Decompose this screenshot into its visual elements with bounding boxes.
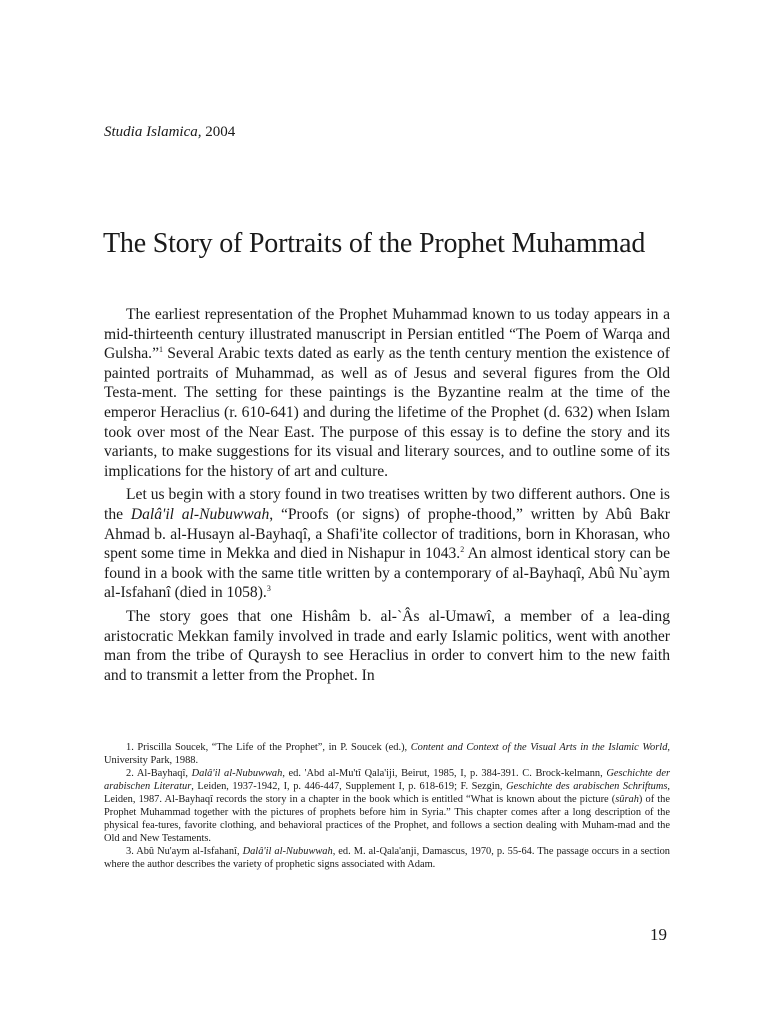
footnote-3 — [104, 845, 670, 871]
journal-header — [104, 124, 235, 141]
article-body — [104, 305, 670, 689]
footnote-2-italic-1: Dalâ'il al-Nubuwwah — [191, 768, 283, 779]
paragraph-2 — [104, 485, 670, 603]
paragraph-2-text-a: Let us begin with a story found in two treatises written by two different authors. One is the — [104, 486, 670, 523]
article-title: The Story of Portraits of the Prophet Muhammad — [103, 228, 646, 259]
footnote-3-text-a: 3. Abû Nu'aym al-Isfahanî, — [126, 846, 243, 857]
footnotes — [104, 741, 670, 871]
footnote-3-italic: Dalâ'il al-Nubuwwah — [242, 846, 333, 857]
footnote-1-text-b: , University Park, 1988. — [104, 742, 670, 766]
footnote-1 — [104, 741, 670, 767]
footnote-1-text-a: 1. Priscilla Soucek, “The Life of the Prophet”, in P. Soucek (ed.), — [126, 742, 411, 753]
footnote-2-text-a: 2. Al-Bayhaqî, — [126, 768, 192, 779]
footnote-2-italic-2: Geschichte der arabischen Literatur — [104, 768, 670, 792]
footnote-2-text-b: , ed. 'Abd al-Mu'tî Qala'iji, Beirut, 1985, I, p. 384-391. C. Brock-kelmann, — [282, 768, 607, 779]
footnote-ref-1: 1 — [159, 345, 163, 354]
paragraph-2-text-b: , “Proofs (or signs) of prophe-thood,” written by Abû Bakr Ahmad b. al-Husayn al-Bayhaqî, a Shafi'ite collector of traditions, born in Khorasan, who spent some time in Mekka and died in Nishapur in 1043. — [104, 505, 670, 563]
page-number: 19 — [650, 925, 667, 944]
footnote-2 — [104, 767, 670, 845]
footnote-2-text-d: , Leiden, 1987. Al-Bayhaqî records the story in a chapter in the book which is entitled “What is known about the picture ( — [104, 781, 670, 805]
footnote-3-text-b: , ed. M. al-Qala'anji, Damascus, 1970, p. 55-64. The passage occurs in a section where the author describes the variety of prophetic signs associated with Adam. — [104, 846, 670, 870]
footnote-2-italic-4: sûrah — [615, 794, 639, 805]
footnote-2-text-e: ) of the Prophet Muhammad together with the pictures of prophets before him in Syria.” This chapter comes after a long description of the physical fea-tures, favorite clothing, and behavioral practices of the Prophet, and follows a section dealing with Muham-mad and the Old and New Testaments. — [104, 794, 670, 844]
footnote-2-text-c: , Leiden, 1937-1942, I, p. 446-447, Supplement I, p. 618-619; F. Sezgin, — [191, 781, 507, 792]
footnote-ref-3: 3 — [266, 584, 271, 594]
footnote-2-italic-3: Geschichte des arabischen Schriftums — [506, 781, 668, 792]
journal-year: 2004 — [205, 124, 236, 140]
paragraph-3 — [104, 607, 670, 685]
footnote-1-italic: Content and Context of the Visual Arts in the Islamic World — [410, 742, 668, 753]
book-title-italic: Dalâ'il al-Nubuwwah — [130, 505, 270, 523]
paragraph-3-text: The story goes that one Hishâm b. al-`Âs al-Umawî, a member of a lea-ding aristocratic Mekkan family involved in trade and early Islamic politics, went with another man from the tribe of Quraysh to see Heraclius in order to convert him to the new faith and to transmit a letter from the Prophet. In — [104, 607, 670, 684]
paragraph-2-text-c: An almost identical story can be found in a book with the same title written by a contemporary of al-Bayhaqî, Abû Nu`aym al-Isfahanî (died in 1058). — [104, 545, 670, 602]
footnote-ref-2: 2 — [460, 544, 465, 554]
paragraph-1-text-b: Several Arabic texts dated as early as the tenth century mention the existence of painted portraits of Muhammad, as well as of Jesus and several figures from the Old Testa-ment. The setting for these paintings is the Byzantine realm at the time of the emperor Heraclius (r. 610-641) and during the lifetime of the Prophet (d. 632) when Islam took over most of the Near East. The purpose of this essay is to define the story and its variants, to make suggestions for its visual and literary sources, and to outline some of its implications for the history of art and culture. — [104, 345, 670, 480]
paragraph-1 — [104, 305, 670, 481]
paragraph-1-text-a: The earliest representation of the Prophet Muhammad known to us today appears in a mid-thirteenth century illustrated manuscript in Persian entitled “The Poem of Warqa and Gulsha.” — [104, 306, 670, 363]
journal-name: Studia Islamica, — [104, 124, 202, 140]
